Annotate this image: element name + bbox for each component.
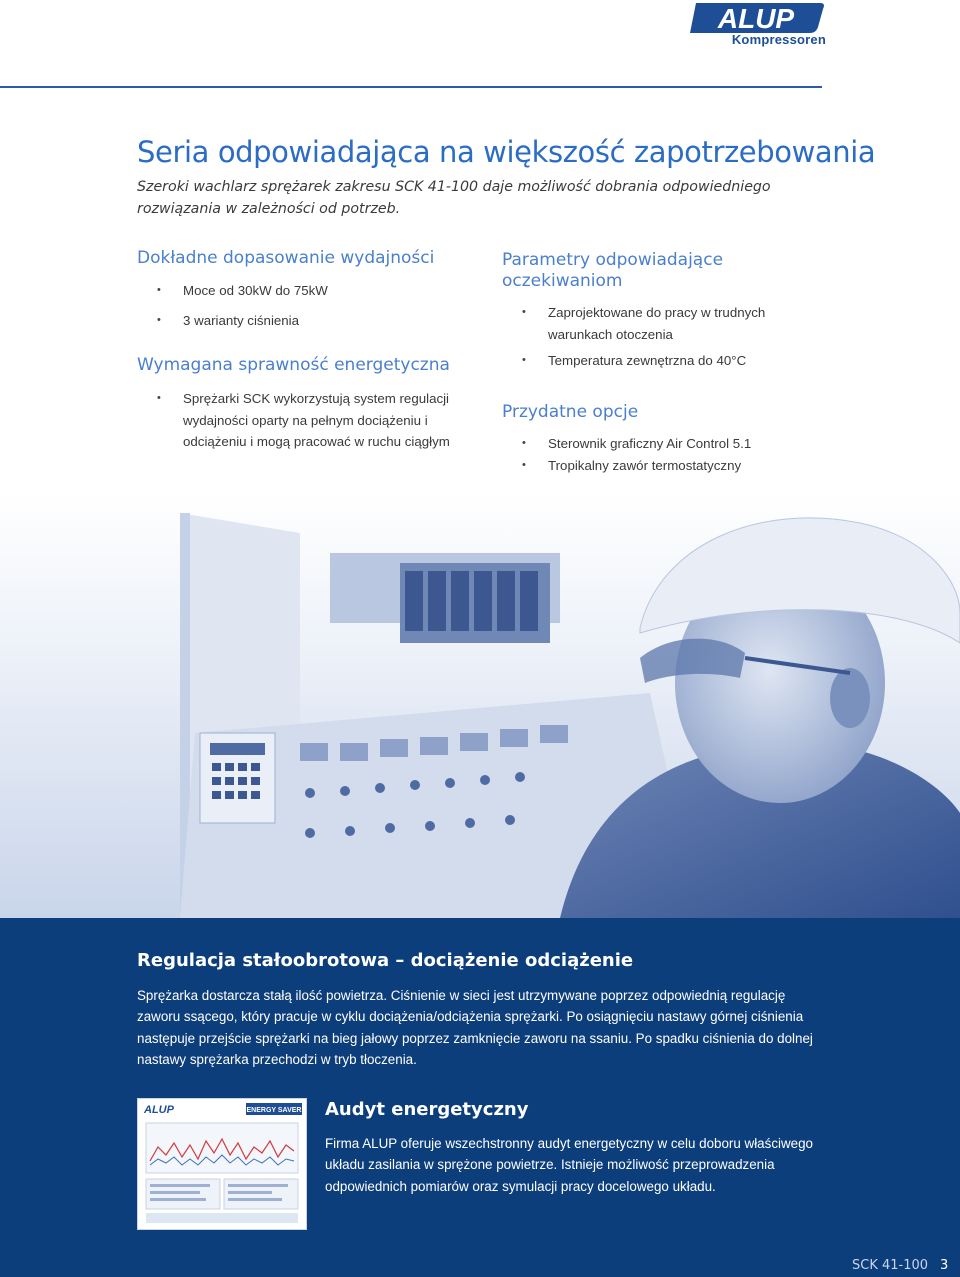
heading-parametry: Parametry odpowiadające oczekiwaniom [502, 250, 724, 291]
list-item: • 3 warianty ciśnienia [137, 310, 477, 332]
list-sprawnosc [137, 388, 477, 453]
section-dopasowanie-heading [137, 248, 434, 269]
list-item: • Temperatura zewnętrzna do 40°C [502, 350, 832, 372]
heading-audyt: Audyt energetyczny [325, 1099, 529, 1120]
header-rule [0, 86, 822, 88]
footer-model: SCK 41-100 [852, 1258, 929, 1273]
page-title: Seria odpowiadająca na większość zapotrzebowania [137, 135, 876, 169]
list-item: • Sterownik graficzny Air Control 5.1 [502, 433, 832, 455]
list-dopasowanie [137, 280, 477, 339]
list-item: • Zaprojektowane do pracy w trudnych warunkach otoczenia [502, 302, 832, 345]
audyt-body: Firma ALUP oferuje wszechstronny audyt energetyczny w celu doboru właściwego układu zasilania w sprężone powietrze. Istnieje możliwość przeprowadzenia odpowiednich pomiarów oraz symulacji pracy docelowego układu. [325, 1136, 814, 1194]
alup-logo [690, 3, 826, 47]
alup-logo-mark [690, 3, 826, 33]
energy-audit-thumbnail [137, 1098, 307, 1230]
operator-control-panel-photo [0, 493, 960, 918]
thumb-badge: ENERGY SAVER [246, 1107, 302, 1114]
thumb-logo: ALUP [144, 1104, 174, 1116]
heading-opcje: Przydatne opcje [502, 402, 639, 422]
page-number: 3 [940, 1258, 949, 1273]
logo-subtext: Kompressoren [731, 32, 826, 47]
page-footer [852, 1258, 948, 1273]
section-sprawnosc-heading [137, 355, 450, 376]
section-opcje-heading [502, 402, 638, 423]
energy-report-graphic [138, 1099, 306, 1229]
list-item: • Sprężarki SCK wykorzystują system regulacji wydajności oparty na pełnym dociążeniu i odciążeniu i mogą pracować w ruchu ciągłym [137, 388, 477, 453]
list-item: • Moce od 30kW do 75kW [137, 280, 477, 302]
logo-wordmark: ALUP [717, 3, 795, 33]
section-parametry-heading [502, 250, 792, 292]
list-opcje [502, 433, 832, 476]
page-intro: Szeroki wachlarz sprężarek zakresu SCK 41-100 daje możliwość dobrania odpowiedniego rozwiązania w zależności od potrzeb. [137, 179, 771, 217]
list-item: • Tropikalny zawór termostatyczny [502, 455, 832, 477]
heading-sprawnosc: Wymagana sprawność energetyczna [137, 355, 450, 375]
list-parametry [502, 302, 832, 377]
heading-regulacja: Regulacja stałoobrotowa – dociążenie odciążenie [137, 950, 634, 971]
heading-dopasowanie: Dokładne dopasowanie wydajności [137, 248, 435, 268]
regulacja-body: Sprężarka dostarcza stałą ilość powietrza. Ciśnienie w sieci jest utrzymywane poprzez odpowiednią regulację zaworu ssącego, który pracuje w cyklu dociążenia/odciążenia sprężarki. Po osiągnięciu nastawy górnej ciśnienia następuje przejście sprężarki na bieg jałowy poprzez zamknięcie zaworu na ssaniu. Po spadku ciśnienia do dolnej nastawy sprężarka przechodzi w tryb tłoczenia. [137, 988, 813, 1068]
